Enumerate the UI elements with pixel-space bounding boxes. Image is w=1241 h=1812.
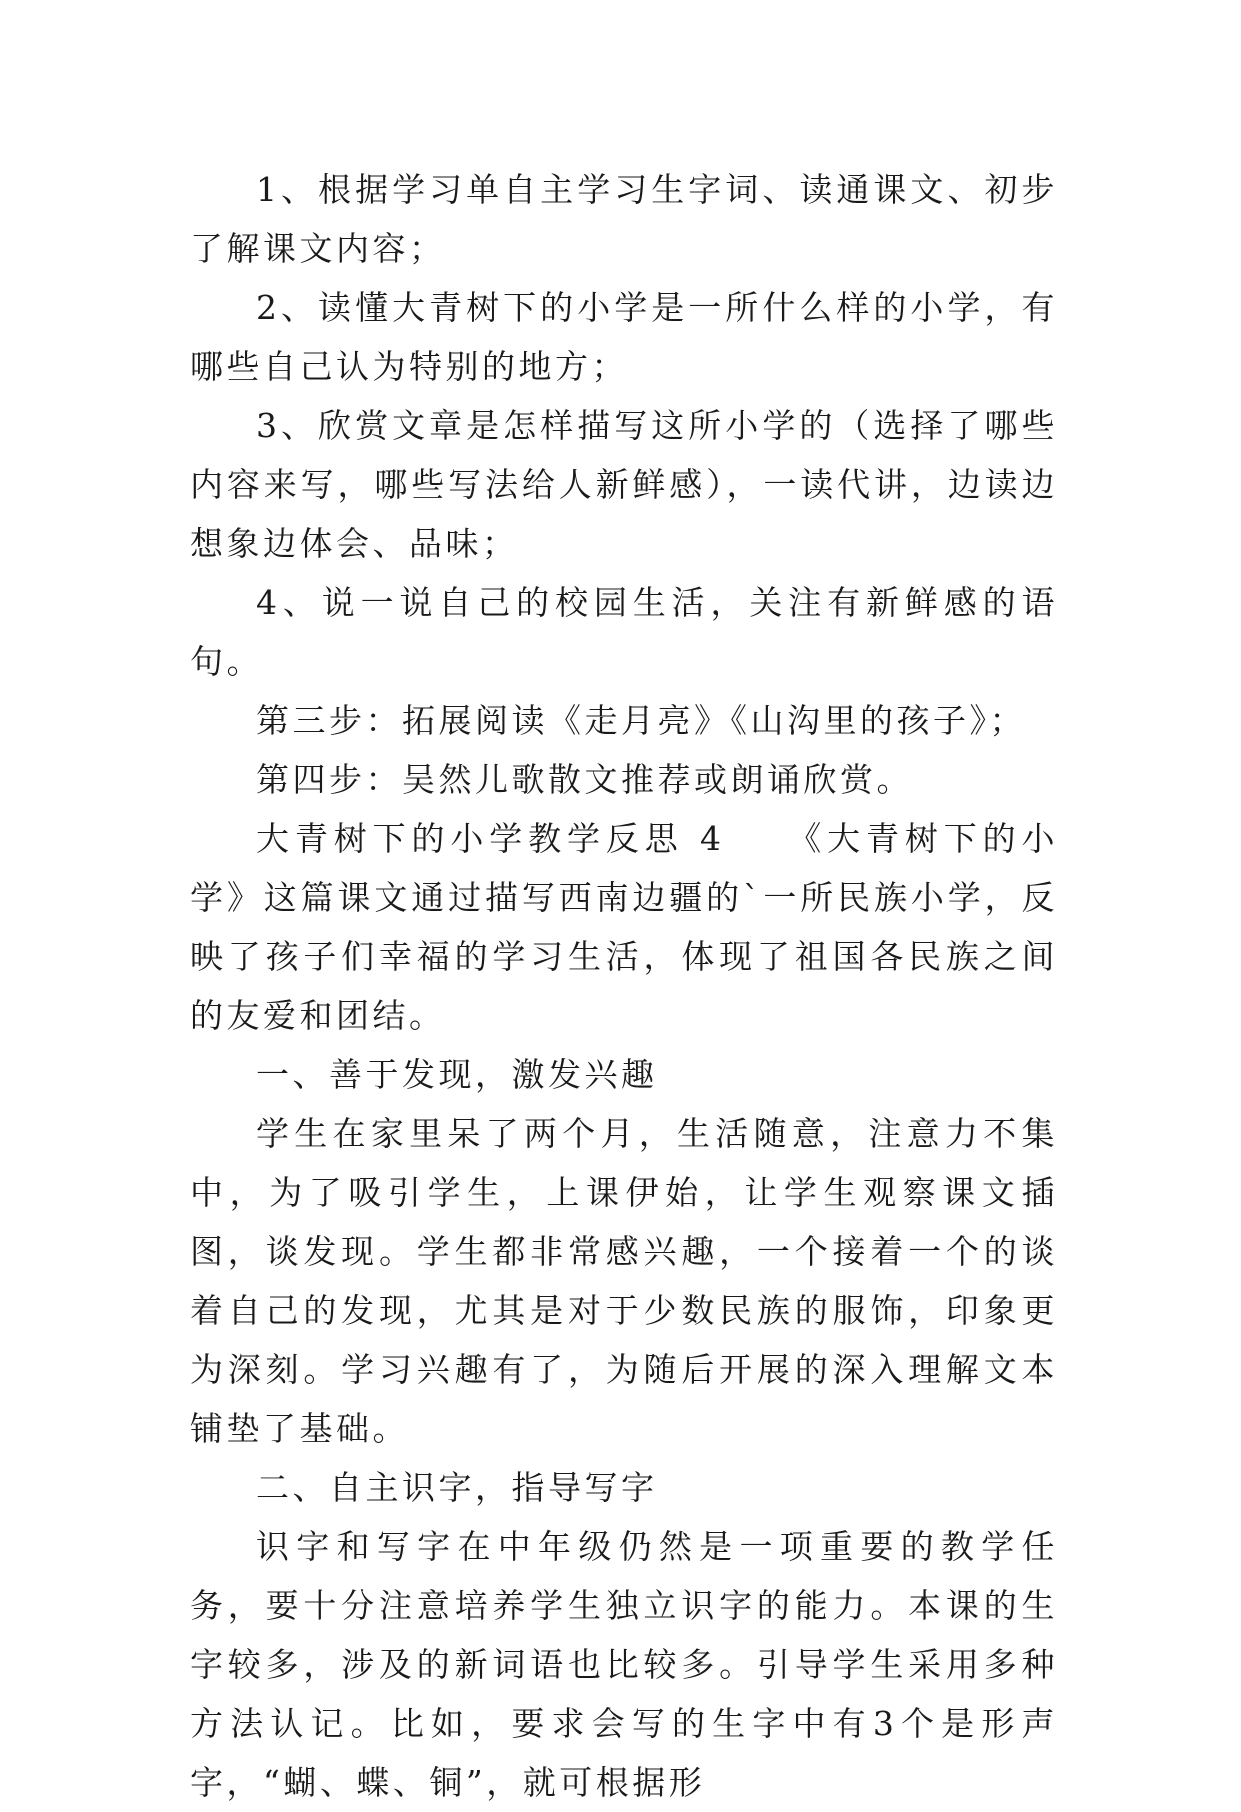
paragraph-step-4: 4、说一说自己的校园生活，关注有新鲜感的语句。 <box>190 583 1058 681</box>
paragraph-fourth-step: 第四步：吴然儿歌散文推荐或朗诵欣赏。 <box>256 760 913 799</box>
paragraph-third-step: 第三步：拓展阅读《走月亮》《山沟里的孩子》； <box>256 701 1026 740</box>
paragraph-section-1: 学生在家里呆了两个月，生活随意，注意力不集中，为了吸引学生，上课伊始，让学生观察课文插图，谈发现。学生都非常感兴趣，一个接着一个的谈着自己的发现，尤其是对于少数民族的服饰，印象更为深刻。学习兴趣有了，为随后开展的深入理解文本铺垫了基础。 <box>190 1114 1058 1448</box>
paragraph-reflection-intro: 大青树下的小学教学反思 4 《大青树下的小学》这篇课文通过描写西南边疆的`一所民族小学，反映了孩子们幸福的学习生活，体现了祖国各民族之间的友爱和团结。 <box>190 819 1058 1035</box>
paragraph-section-2: 识字和写字在中年级仍然是一项重要的教学任务，要十分注意培养学生独立识字的能力。本课的生字较多，涉及的新词语也比较多。引导学生采用多种方法认记。比如，要求会写的生字中有3个是形声字，“蝴、蝶、铜”，就可根据形 <box>190 1527 1058 1802</box>
section-heading-1: 一、善于发现，激发兴趣 <box>256 1055 658 1094</box>
section-heading-2: 二、自主识字，指导写字 <box>256 1468 658 1507</box>
document-body <box>190 160 1058 1812</box>
paragraph-step-2: 2、读懂大青树下的小学是一所什么样的小学，有哪些自己认为特别的地方； <box>190 288 1058 386</box>
paragraph-step-3: 3、欣赏文章是怎样描写这所小学的（选择了哪些内容来写，哪些写法给人新鲜感），一读代讲，边读边想象边体会、品味； <box>190 406 1058 563</box>
paragraph-step-1: 1、根据学习单自主学习生字词、读通课文、初步了解课文内容； <box>190 170 1058 268</box>
